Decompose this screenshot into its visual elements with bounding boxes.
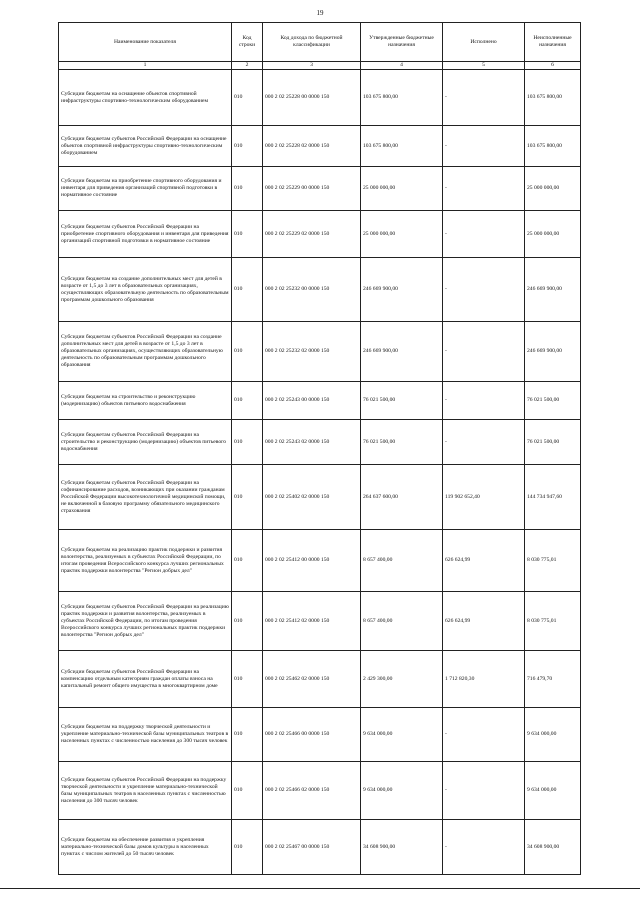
executed-amount: 119 902 652,40 [443,465,525,530]
row-code: 010 [232,420,263,465]
approved-amount: 246 669 900,00 [361,322,443,382]
column-number: 1 [59,62,232,70]
income-code: 000 2 02 25462 02 0000 150 [263,651,361,708]
unexecuted-amount: 34 608 900,00 [525,820,581,875]
indicator-name: Субсидии бюджетам на приобретение спортивного оборудования и инвентаря для приведения организаций спортивной подготовки в нормативное состояние [59,167,232,211]
indicator-name: Субсидии бюджетам на оснащение объектов спортивной инфраструктуры спортивно-технологическим оборудованием [59,70,232,126]
approved-amount: 34 608 900,00 [361,820,443,875]
row-code: 010 [232,258,263,322]
header-code-row: Код строки [232,23,263,62]
table-row [59,651,581,708]
row-code: 010 [232,820,263,875]
unexecuted-amount: 9 634 000,00 [525,708,581,762]
indicator-name: Субсидии бюджетам субъектов Российской Федерации на компенсацию отдельным категориям граждан оплаты взноса на капитальный ремонт общего имущества в многоквартирном доме [59,651,232,708]
header-name: Наименование показателя [59,23,232,62]
table-row [59,708,581,762]
indicator-name: Субсидии бюджетам субъектов Российской Федерации на приобретение спортивного оборудования и инвентаря для приведения организаций спортивной подготовки в нормативное состояние [59,211,232,258]
row-code: 010 [232,530,263,592]
executed-amount: - [443,126,525,167]
executed-amount: - [443,708,525,762]
income-code: 000 2 02 25243 00 0000 150 [263,382,361,420]
executed-amount: 626 624,99 [443,530,525,592]
row-code: 010 [232,211,263,258]
table-row [59,530,581,592]
indicator-name: Субсидии бюджетам субъектов Российской Федерации на реализацию практик поддержки и развития волонтерства, реализуемых в субъектах Российской Федерации, по итогам проведения Всероссийского конкурса лучших региональных практик поддержки волонтерства "Регион добрых дел" [59,592,232,651]
indicator-name: Субсидии бюджетам субъектов Российской Федерации на создание дополнительных мест для детей в возрасте от 1,5 до 3 лет в образовательных организациях, осуществляющих образовательную деятельность по образовательным программам дошкольного образования [59,322,232,382]
indicator-name: Субсидии бюджетам субъектов Российской Федерации на оснащение объектов спортивной инфраструктуры спортивно-технологическим оборудованием [59,126,232,167]
executed-amount: - [443,322,525,382]
column-number-row [59,62,581,70]
income-code: 000 2 02 25467 00 0000 150 [263,820,361,875]
column-number: 6 [525,62,581,70]
row-code: 010 [232,70,263,126]
approved-amount: 76 021 500,00 [361,420,443,465]
approved-amount: 2 429 300,00 [361,651,443,708]
approved-amount: 8 657 400,00 [361,530,443,592]
unexecuted-amount: 246 669 900,00 [525,322,581,382]
row-code: 010 [232,592,263,651]
executed-amount: - [443,211,525,258]
table-body [59,70,581,875]
column-number: 5 [443,62,525,70]
row-code: 010 [232,762,263,820]
header-unexecuted: Неисполненные назначения [525,23,581,62]
unexecuted-amount: 76 021 500,00 [525,420,581,465]
header-approved: Утвержденные бюджетные назначения [361,23,443,62]
unexecuted-amount: 8 030 775,01 [525,530,581,592]
approved-amount: 246 669 900,00 [361,258,443,322]
approved-amount: 8 657 400,00 [361,592,443,651]
income-code: 000 2 02 25229 00 0000 150 [263,167,361,211]
income-code: 000 2 02 25412 00 0000 150 [263,530,361,592]
indicator-name: Субсидии бюджетам на обеспечение развития и укрепления материально-технической базы домов культуры в населенных пунктах с числом жителей до 50 тысяч человек [59,820,232,875]
unexecuted-amount: 144 734 947,60 [525,465,581,530]
executed-amount: 1 712 820,30 [443,651,525,708]
row-code: 010 [232,322,263,382]
indicator-name: Субсидии бюджетам на создание дополнительных мест для детей в возрасте от 1,5 до 3 лет в образовательных организациях, осуществляющих образовательную деятельность по образовательным программам дошкольного образования [59,258,232,322]
approved-amount: 264 637 600,00 [361,465,443,530]
table-row [59,465,581,530]
header-income-code: Код дохода по бюджетной классификации [263,23,361,62]
table-row [59,167,581,211]
page-number: 19 [316,9,324,17]
income-code: 000 2 02 25232 00 0000 150 [263,258,361,322]
table-row [59,322,581,382]
income-code: 000 2 02 25228 02 0000 150 [263,126,361,167]
executed-amount: 626 624,99 [443,592,525,651]
executed-amount: - [443,258,525,322]
executed-amount: - [443,70,525,126]
column-number: 2 [232,62,263,70]
income-code: 000 2 02 25466 02 0000 150 [263,762,361,820]
income-code: 000 2 02 25412 02 0000 150 [263,592,361,651]
indicator-name: Субсидии бюджетам на поддержку творческой деятельности и укрепление материально-технической базы муниципальных театров в населенных пунктах с численностью населения до 300 тысяч человек [59,708,232,762]
approved-amount: 103 675 800,00 [361,70,443,126]
header-row [59,23,581,62]
unexecuted-amount: 25 000 000,00 [525,211,581,258]
unexecuted-amount: 8 030 775,01 [525,592,581,651]
executed-amount: - [443,382,525,420]
income-code: 000 2 02 25228 00 0000 150 [263,70,361,126]
table-row [59,382,581,420]
table-row [59,420,581,465]
indicator-name: Субсидии бюджетам на реализацию практик поддержки и развития волонтерства, реализуемых в субъектах Российской Федерации, по итогам проведения Всероссийского конкурса лучших региональных практик поддержки волонтерства "Регион добрых дел" [59,530,232,592]
approved-amount: 9 634 000,00 [361,708,443,762]
table-row [59,762,581,820]
indicator-name: Субсидии бюджетам субъектов Российской Федерации на строительство и реконструкцию (модернизацию) объектов питьевого водоснабжения [59,420,232,465]
unexecuted-amount: 103 675 800,00 [525,70,581,126]
page-bottom-rule [0,888,640,889]
income-code: 000 2 02 25243 02 0000 150 [263,420,361,465]
unexecuted-amount: 103 675 800,00 [525,126,581,167]
unexecuted-amount: 716 479,70 [525,651,581,708]
row-code: 010 [232,382,263,420]
column-number: 4 [361,62,443,70]
executed-amount: - [443,820,525,875]
unexecuted-amount: 9 634 000,00 [525,762,581,820]
unexecuted-amount: 25 000 000,00 [525,167,581,211]
executed-amount: - [443,762,525,820]
column-number: 3 [263,62,361,70]
indicator-name: Субсидии бюджетам на строительство и реконструкцию (модернизацию) объектов питьевого водоснабжения [59,382,232,420]
budget-income-table [58,22,581,875]
row-code: 010 [232,651,263,708]
header-executed: Исполнено [443,23,525,62]
row-code: 010 [232,708,263,762]
table-row [59,592,581,651]
approved-amount: 25 000 000,00 [361,211,443,258]
unexecuted-amount: 76 021 500,00 [525,382,581,420]
indicator-name: Субсидии бюджетам субъектов Российской Федерации на поддержку творческой деятельности и укрепление материально-технической базы муниципальных театров в населенных пунктах с численностью населения до 300 тысяч человек [59,762,232,820]
indicator-name: Субсидии бюджетам субъектов Российской Федерации на софинансирование расходов, возникающих при оказании гражданам Российской Федерации высокотехнологичной медицинской помощи, не включенной в базовую программу обязательного медицинского страхования [59,465,232,530]
table-row [59,126,581,167]
executed-amount: - [443,167,525,211]
table-row [59,211,581,258]
income-code: 000 2 02 25229 02 0000 150 [263,211,361,258]
table-row [59,258,581,322]
approved-amount: 9 634 000,00 [361,762,443,820]
table-row [59,70,581,126]
executed-amount: - [443,420,525,465]
unexecuted-amount: 246 669 900,00 [525,258,581,322]
row-code: 010 [232,465,263,530]
income-code: 000 2 02 25466 00 0000 150 [263,708,361,762]
row-code: 010 [232,167,263,211]
row-code: 010 [232,126,263,167]
approved-amount: 25 000 000,00 [361,167,443,211]
income-code: 000 2 02 25402 02 0000 150 [263,465,361,530]
income-code: 000 2 02 25232 02 0000 150 [263,322,361,382]
approved-amount: 103 675 800,00 [361,126,443,167]
approved-amount: 76 021 500,00 [361,382,443,420]
table-row [59,820,581,875]
